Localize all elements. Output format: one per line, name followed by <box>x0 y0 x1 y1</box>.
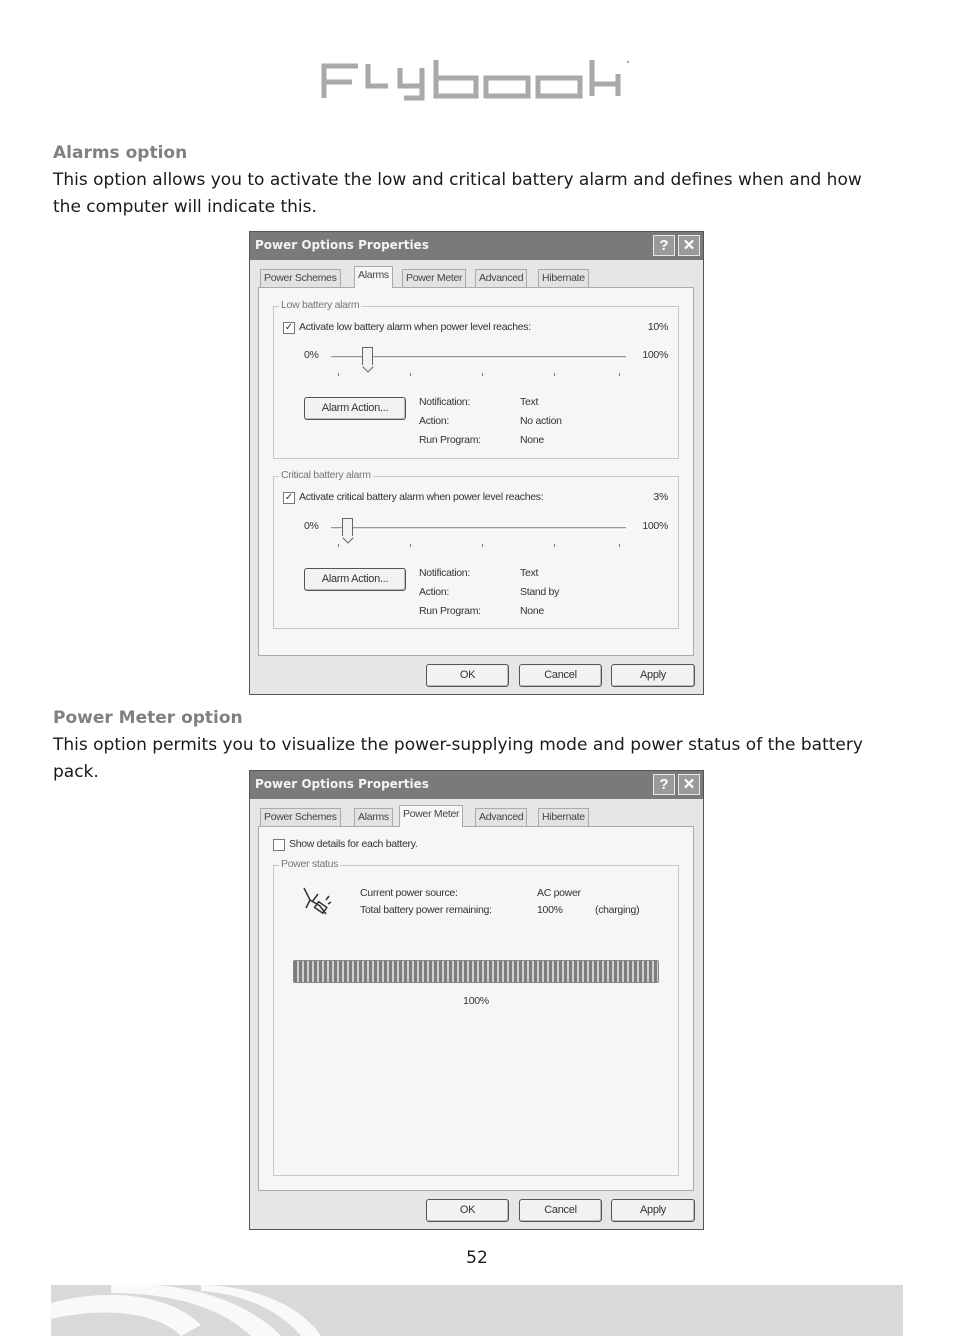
low-notification-value: Text <box>520 396 539 408</box>
slider-tick <box>619 544 620 547</box>
tab-power-meter[interactable]: Power Meter <box>402 269 466 287</box>
show-details-checkbox[interactable] <box>273 839 285 851</box>
dialog-title: Power Options Properties <box>255 777 429 791</box>
power-meter-heading: Power Meter option <box>53 708 243 728</box>
tab-hibernate[interactable]: Hibernate <box>538 269 589 287</box>
critical-battery-group-label: Critical battery alarm <box>281 469 371 481</box>
low-action-value: No action <box>520 415 562 427</box>
power-meter-tab-panel <box>258 826 694 1191</box>
critical-slider-max: 100% <box>642 520 668 532</box>
ac-plug-icon <box>298 884 332 918</box>
critical-notification-label: Notification: <box>419 567 470 579</box>
low-run-value: None <box>520 434 544 446</box>
footer-swoosh-graphic <box>51 1285 903 1336</box>
critical-battery-group <box>273 469 679 629</box>
critical-run-value: None <box>520 605 544 617</box>
critical-notification-value: Text <box>520 567 539 579</box>
power-status-group <box>273 858 679 1176</box>
flybook-logo <box>318 56 638 104</box>
slider-tick <box>482 544 483 547</box>
tab-power-meter[interactable]: Power Meter <box>399 805 463 827</box>
critical-slider-min: 0% <box>304 520 319 532</box>
critical-run-label: Run Program: <box>419 605 481 617</box>
slider-tick <box>410 373 411 376</box>
power-status-group-label: Power status <box>281 858 339 870</box>
critical-battery-checkbox[interactable]: ✓ <box>284 492 294 503</box>
low-action-label: Action: <box>419 415 449 427</box>
slider-tick <box>338 544 339 547</box>
cancel-button[interactable]: Cancel <box>519 1199 602 1222</box>
critical-battery-slider-track <box>331 527 626 530</box>
slider-tick <box>554 544 555 547</box>
remaining-value: 100% <box>537 904 563 916</box>
critical-alarm-action-button[interactable]: Alarm Action... <box>304 568 406 591</box>
low-battery-level: 10% <box>647 321 668 333</box>
slider-tick <box>619 373 620 376</box>
tab-advanced[interactable]: Advanced <box>475 269 527 287</box>
critical-battery-slider-thumb[interactable] <box>342 518 353 536</box>
slider-tick <box>338 373 339 376</box>
slider-tick <box>554 373 555 376</box>
cancel-button[interactable]: Cancel <box>519 664 602 687</box>
low-battery-slider-thumb[interactable] <box>362 347 373 365</box>
tab-alarms[interactable]: Alarms <box>354 266 393 288</box>
slider-tick <box>482 373 483 376</box>
footer-banner <box>51 1285 903 1336</box>
tab-hibernate[interactable]: Hibernate <box>538 808 589 826</box>
low-battery-group <box>273 299 679 459</box>
dialog-title: Power Options Properties <box>255 238 429 252</box>
source-value: AC power <box>537 887 581 899</box>
alarms-tab-panel <box>258 287 694 656</box>
ok-button[interactable]: OK <box>426 664 509 687</box>
dialog-titlebar <box>250 232 703 260</box>
apply-button[interactable]: Apply <box>611 664 695 687</box>
tab-power-schemes[interactable]: Power Schemes <box>260 808 341 826</box>
tab-power-schemes[interactable]: Power Schemes <box>260 269 341 287</box>
ok-button[interactable]: OK <box>426 1199 509 1222</box>
low-slider-max: 100% <box>642 349 668 361</box>
critical-battery-level: 3% <box>653 491 668 503</box>
apply-button[interactable]: Apply <box>611 1199 695 1222</box>
alarms-heading: Alarms option <box>53 143 188 163</box>
power-options-dialog-power-meter <box>249 770 704 1230</box>
tab-alarms[interactable]: Alarms <box>354 808 393 826</box>
power-options-dialog-alarms <box>249 231 704 695</box>
power-meter-paragraph: This option permits you to visualize the power-supplying mode and power status of the battery pack. <box>53 735 863 782</box>
low-run-label: Run Program: <box>419 434 481 446</box>
close-icon[interactable]: ✕ <box>678 774 700 795</box>
slider-tick <box>410 544 411 547</box>
battery-progress-bar <box>293 960 659 983</box>
low-battery-checkbox-label: Activate low battery alarm when power level reaches: <box>299 321 531 333</box>
remaining-status: (charging) <box>595 904 640 916</box>
show-details-label: Show details for each battery. <box>289 838 418 850</box>
critical-battery-checkbox-label: Activate critical battery alarm when power level reaches: <box>299 491 544 503</box>
low-slider-min: 0% <box>304 349 319 361</box>
dialog-titlebar <box>250 771 703 799</box>
progress-label: 100% <box>463 995 489 1007</box>
tab-advanced[interactable]: Advanced <box>475 808 527 826</box>
alarms-paragraph: This option allows you to activate the low and critical battery alarm and defines when and how the computer will indicate this. <box>53 170 862 217</box>
low-alarm-action-button[interactable]: Alarm Action... <box>304 397 406 420</box>
low-battery-checkbox[interactable]: ✓ <box>284 322 294 333</box>
source-label: Current power source: <box>360 887 458 899</box>
low-battery-slider-track <box>331 356 626 359</box>
remaining-label: Total battery power remaining: <box>360 904 492 916</box>
help-icon[interactable]: ? <box>653 774 675 795</box>
low-notification-label: Notification: <box>419 396 470 408</box>
critical-action-value: Stand by <box>520 586 560 598</box>
low-battery-group-label: Low battery alarm <box>281 299 360 311</box>
page-number: 52 <box>466 1248 488 1268</box>
close-icon[interactable]: ✕ <box>678 235 700 256</box>
help-icon[interactable]: ? <box>653 235 675 256</box>
critical-action-label: Action: <box>419 586 449 598</box>
